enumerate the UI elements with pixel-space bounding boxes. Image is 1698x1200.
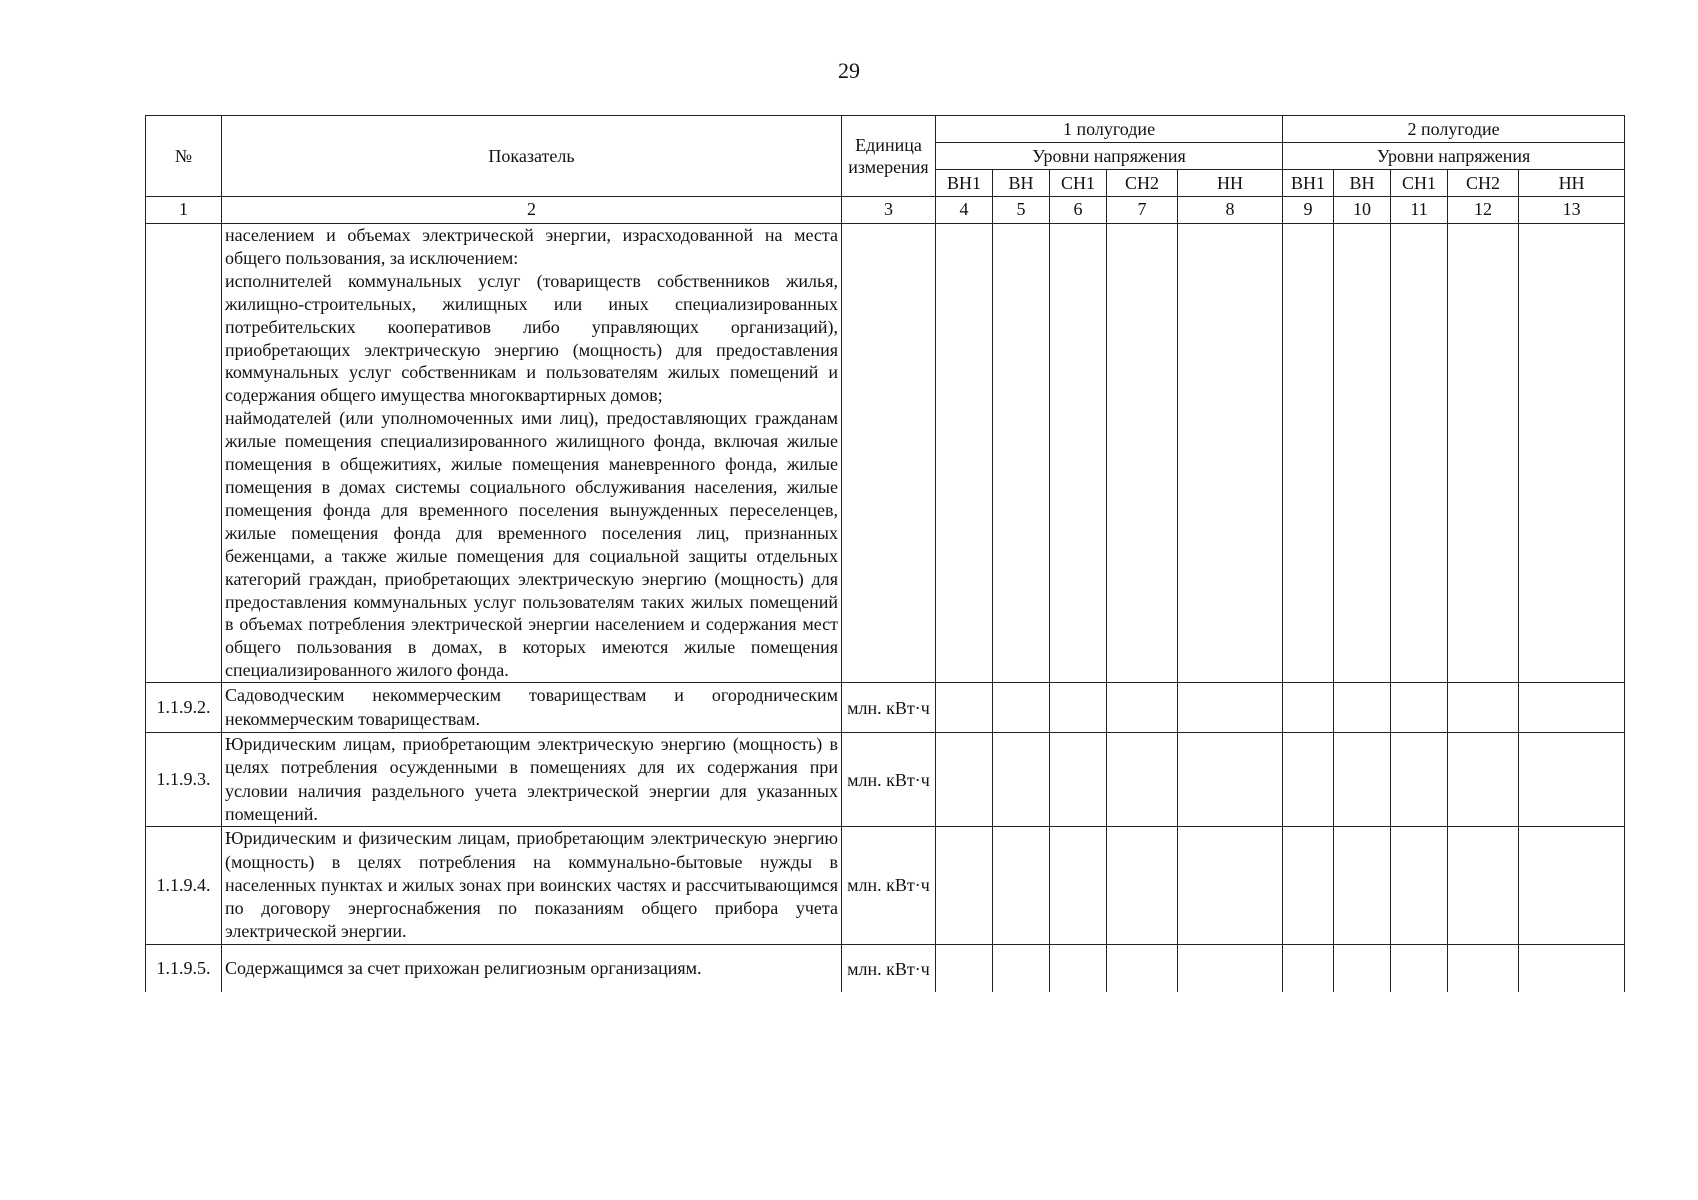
value-cell (1050, 826, 1107, 944)
value-cell (993, 826, 1050, 944)
value-cell (1448, 683, 1519, 733)
value-cell (1334, 826, 1391, 944)
column-number: 7 (1107, 197, 1178, 224)
value-cell (1178, 826, 1283, 944)
row-number: 1.1.9.2. (146, 683, 222, 733)
table-row (146, 733, 1625, 827)
level-sn2-h1: СН2 (1107, 170, 1178, 197)
table-row (146, 826, 1625, 944)
value-cell (1519, 224, 1625, 683)
value-cell (936, 683, 993, 733)
value-cell (1050, 224, 1107, 683)
row-unit: млн. кВт·ч (842, 944, 936, 992)
header-voltage-levels-1: Уровни напряжения (936, 143, 1283, 170)
level-sn1-h1: СН1 (1050, 170, 1107, 197)
value-cell (1391, 944, 1448, 992)
level-vn1-h2: ВН1 (1283, 170, 1334, 197)
indicator-paragraph: Юридическим и физическим лицам, приобретающим электрическую энергию (мощность) в целях потребления на коммунально-бытовые нужды в населенных пунктах и жилых зонах при воинских частях и рассчитывающимся по договору энергоснабжения по показаниям общего прибора учета электрической энергии. (225, 828, 838, 942)
value-cell (936, 224, 993, 683)
value-cell (1050, 944, 1107, 992)
value-cell (1283, 683, 1334, 733)
value-cell (936, 733, 993, 827)
row-unit (842, 224, 936, 683)
row-number: 1.1.9.5. (146, 944, 222, 992)
column-number: 12 (1448, 197, 1519, 224)
table-header (146, 116, 1625, 197)
row-indicator (222, 826, 842, 944)
column-number: 4 (936, 197, 993, 224)
column-number: 10 (1334, 197, 1391, 224)
value-cell (1391, 683, 1448, 733)
row-unit: млн. кВт·ч (842, 733, 936, 827)
value-cell (1178, 733, 1283, 827)
value-cell (1334, 683, 1391, 733)
value-cell (1107, 826, 1178, 944)
level-sn1-h2: СН1 (1391, 170, 1448, 197)
value-cell (1391, 733, 1448, 827)
value-cell (1107, 224, 1178, 683)
header-voltage-levels-2: Уровни напряжения (1283, 143, 1625, 170)
column-number: 3 (842, 197, 936, 224)
value-cell (1107, 683, 1178, 733)
table-row (146, 683, 1625, 733)
value-cell (1519, 733, 1625, 827)
value-cell (1178, 683, 1283, 733)
page-number: 29 (838, 58, 860, 83)
value-cell (1519, 944, 1625, 992)
value-cell (1519, 683, 1625, 733)
value-cell (1283, 826, 1334, 944)
table-row (146, 224, 1625, 683)
value-cell (1391, 224, 1448, 683)
level-nn-h1: НН (1178, 170, 1283, 197)
row-unit: млн. кВт·ч (842, 826, 936, 944)
value-cell (1334, 944, 1391, 992)
header-indicator: Показатель (222, 116, 842, 197)
level-nn-h2: НН (1519, 170, 1625, 197)
row-number (146, 224, 222, 683)
table-row (146, 944, 1625, 992)
value-cell (1050, 683, 1107, 733)
column-number: 2 (222, 197, 842, 224)
value-cell (936, 826, 993, 944)
value-cell (1107, 944, 1178, 992)
value-cell (1178, 224, 1283, 683)
value-cell (1283, 224, 1334, 683)
value-cell (1178, 944, 1283, 992)
value-cell (1107, 733, 1178, 827)
indicator-paragraph: Содержащимся за счет прихожан религиозным организациям. (225, 958, 702, 979)
header-no: № (146, 116, 222, 197)
column-number: 6 (1050, 197, 1107, 224)
column-number: 13 (1519, 197, 1625, 224)
level-vn-h1: ВН (993, 170, 1050, 197)
value-cell (1519, 826, 1625, 944)
value-cell (1283, 733, 1334, 827)
column-number: 8 (1178, 197, 1283, 224)
indicator-paragraph: наймодателей (или уполномоченных ими лиц), предоставляющих гражданам жилые помещения специализированного жилищного фонда, включая жилые помещения в общежитиях, жилые помещения маневренного фонда, жилые помещения в домах системы социального обслуживания населения, жилые помещения фонда для временного поселения вынужденных переселенцев, жилые помещения фонда для временного поселения лиц, признанных беженцами, а также жилые помещения для социальной защиты отдельных категорий граждан, приобретающих электрическую энергию (мощность) для предоставления коммунальных услуг пользователям таких жилых помещений в объемах потребления электрической энергии населением и содержания мест общего пользования в домах, в которых имеются жилые помещения специализированного жилого фонда. (225, 408, 838, 681)
value-cell (993, 224, 1050, 683)
row-indicator (222, 224, 842, 683)
column-number: 11 (1391, 197, 1448, 224)
row-unit: млн. кВт·ч (842, 683, 936, 733)
row-number: 1.1.9.3. (146, 733, 222, 827)
row-indicator (222, 944, 842, 992)
value-cell (1334, 733, 1391, 827)
value-cell (993, 733, 1050, 827)
row-indicator (222, 733, 842, 827)
indicator-paragraph: Садоводческим некоммерческим товариществам и огородническим некоммерческим товариществам. (225, 685, 838, 729)
header-unit: Единица измерения (842, 116, 936, 197)
column-number: 1 (146, 197, 222, 224)
indicator-table (145, 115, 1625, 992)
header-half-1: 1 полугодие (936, 116, 1283, 143)
column-number: 5 (993, 197, 1050, 224)
level-vn1-h1: ВН1 (936, 170, 993, 197)
value-cell (1448, 826, 1519, 944)
level-sn2-h2: СН2 (1448, 170, 1519, 197)
value-cell (1391, 826, 1448, 944)
column-number-row (146, 197, 1625, 224)
row-number: 1.1.9.4. (146, 826, 222, 944)
value-cell (1448, 224, 1519, 683)
row-indicator (222, 683, 842, 733)
value-cell (1448, 944, 1519, 992)
level-vn-h2: ВН (1334, 170, 1391, 197)
value-cell (993, 683, 1050, 733)
value-cell (1334, 224, 1391, 683)
column-number: 9 (1283, 197, 1334, 224)
value-cell (1283, 944, 1334, 992)
header-half-2: 2 полугодие (1283, 116, 1625, 143)
value-cell (1448, 733, 1519, 827)
value-cell (1050, 733, 1107, 827)
indicator-paragraph: исполнителей коммунальных услуг (товариществ собственников жилья, жилищно-строительных, жилищных или иных специализированных потребительских кооперативов либо управляющих организаций), приобретающих электрическую энергию (мощность) для предоставления коммунальных услуг собственникам и пользователям жилых помещений и содержания общего имущества многоквартирных домов; (225, 270, 838, 406)
indicator-paragraph: Юридическим лицам, приобретающим электрическую энергию (мощность) в целях потребления осужденными в помещениях для их содержания при условии наличия раздельного учета электрической энергии для указанных помещений. (225, 734, 838, 824)
indicator-paragraph: населением и объемах электрической энергии, израсходованной на места общего пользования, за исключением: (225, 225, 838, 268)
value-cell (936, 944, 993, 992)
value-cell (993, 944, 1050, 992)
